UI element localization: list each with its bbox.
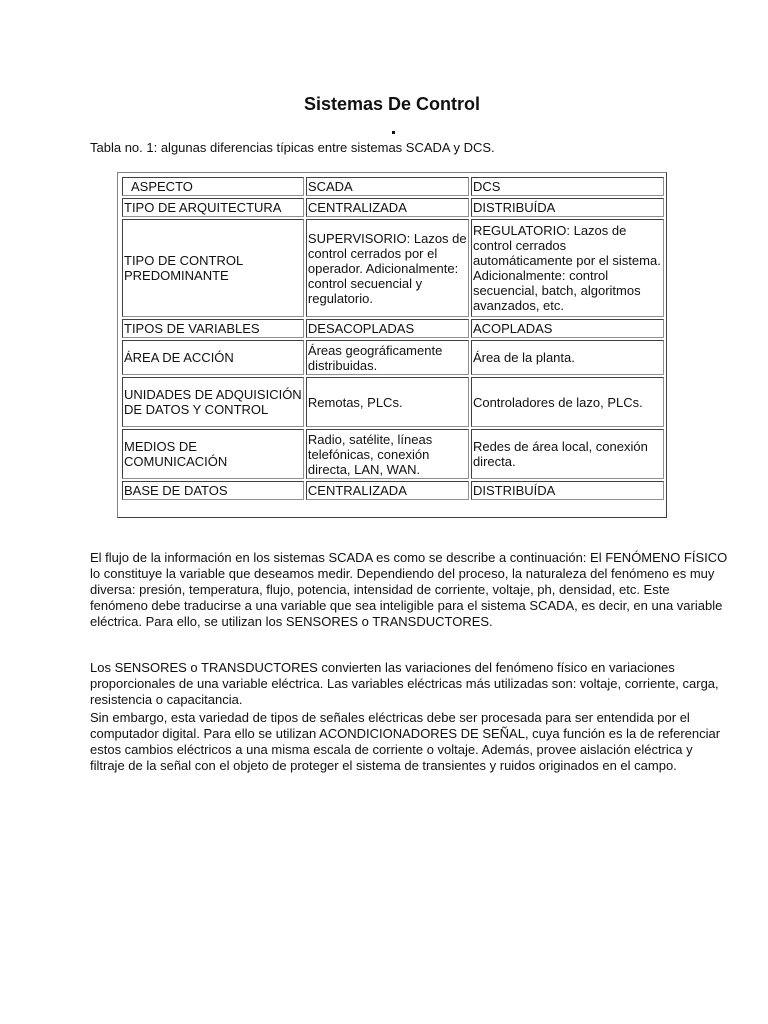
table-cell: TIPOS DE VARIABLES — [122, 319, 304, 338]
table-cell: DISTRIBUÍDA — [471, 198, 664, 217]
comparison-table — [120, 175, 666, 502]
title-dot — [392, 131, 395, 134]
table-cell: SCADA — [306, 177, 469, 196]
body-paragraph: Los SENSORES o TRANSDUCTORES convierten las variaciones del fenómeno físico en variaciones proporcionales de una variable eléctrica. Las variables eléctricas más utilizadas son: voltaje, corriente, carga, resistencia o capacitancia. — [90, 660, 719, 707]
table-cell: TIPO DE ARQUITECTURA — [122, 198, 304, 217]
table-cell: ASPECTO — [122, 177, 304, 196]
table-cell: DCS — [471, 177, 664, 196]
table-cell: UNIDADES DE ADQUISICIÓN DE DATOS Y CONTROL — [122, 377, 304, 427]
table-cell: DESACOPLADAS — [306, 319, 469, 338]
table-cell: MEDIOS DE COMUNICACIÓN — [122, 429, 304, 479]
comparison-table-frame — [117, 172, 667, 518]
table-cell: ACOPLADAS — [471, 319, 664, 338]
table-cell: SUPERVISORIO: Lazos de control cerrados por el operador. Adicionalmente: control secuencial y regulatorio. — [306, 219, 469, 317]
table-cell: Controladores de lazo, PLCs. — [471, 377, 664, 427]
table-cell: CENTRALIZADA — [306, 198, 469, 217]
table-row — [122, 219, 664, 317]
table-cell: TIPO DE CONTROL PREDOMINANTE — [122, 219, 304, 317]
table-cell: Redes de área local, conexión directa. — [471, 429, 664, 479]
table-cell: CENTRALIZADA — [306, 481, 469, 500]
document-title: Sistemas De Control — [303, 94, 481, 114]
table-row — [122, 340, 664, 375]
table-caption: Tabla no. 1: algunas diferencias típicas entre sistemas SCADA y DCS. — [90, 140, 495, 155]
table-cell: Remotas, PLCs. — [306, 377, 469, 427]
table-row — [122, 481, 664, 500]
table-row — [122, 177, 664, 196]
table-cell: DISTRIBUÍDA — [471, 481, 664, 500]
table-cell: REGULATORIO: Lazos de control cerrados automáticamente por el sistema. Adicionalmente: control secuencial, batch, algoritmos avanzados, etc. — [471, 219, 664, 317]
table-cell: Área de la planta. — [471, 340, 664, 375]
body-paragraph: El flujo de la información en los sistemas SCADA es como se describe a continuación: El FENÓMENO FÍSICO lo constituye la variable que deseamos medir. Dependiendo del proceso, la naturaleza del fenómeno es muy diversa: presión, temperatura, flujo, potencia, intensidad de corriente, voltaje, ph, densidad, etc. Este fenómeno debe traducirse a una variable que sea inteligible para el sistema SCADA, es decir, en una variable eléctrica. Para ello, se utilizan los SENSORES o TRANSDUCTORES. — [90, 550, 728, 629]
table-row — [122, 377, 664, 427]
table-cell: Radio, satélite, líneas telefónicas, conexión directa, LAN, WAN. — [306, 429, 469, 479]
table-cell: ÁREA DE ACCIÓN — [122, 340, 304, 375]
table-cell: Áreas geográficamente distribuidas. — [306, 340, 469, 375]
body-paragraph: Sin embargo, esta variedad de tipos de señales eléctricas debe ser procesada para ser entendida por el computador digital. Para ello se utilizan ACONDICIONADORES DE SEÑAL, cuya función es la de referenciar estos cambios eléctricos a una misma escala de corriente o voltaje. Además, provee aislación eléctrica y filtraje de la señal con el objeto de proteger el sistema de transientes y ruidos originados en el campo. — [90, 710, 721, 773]
table-row — [122, 319, 664, 338]
table-row — [122, 198, 664, 217]
table-cell: BASE DE DATOS — [122, 481, 304, 500]
table-row — [122, 429, 664, 479]
